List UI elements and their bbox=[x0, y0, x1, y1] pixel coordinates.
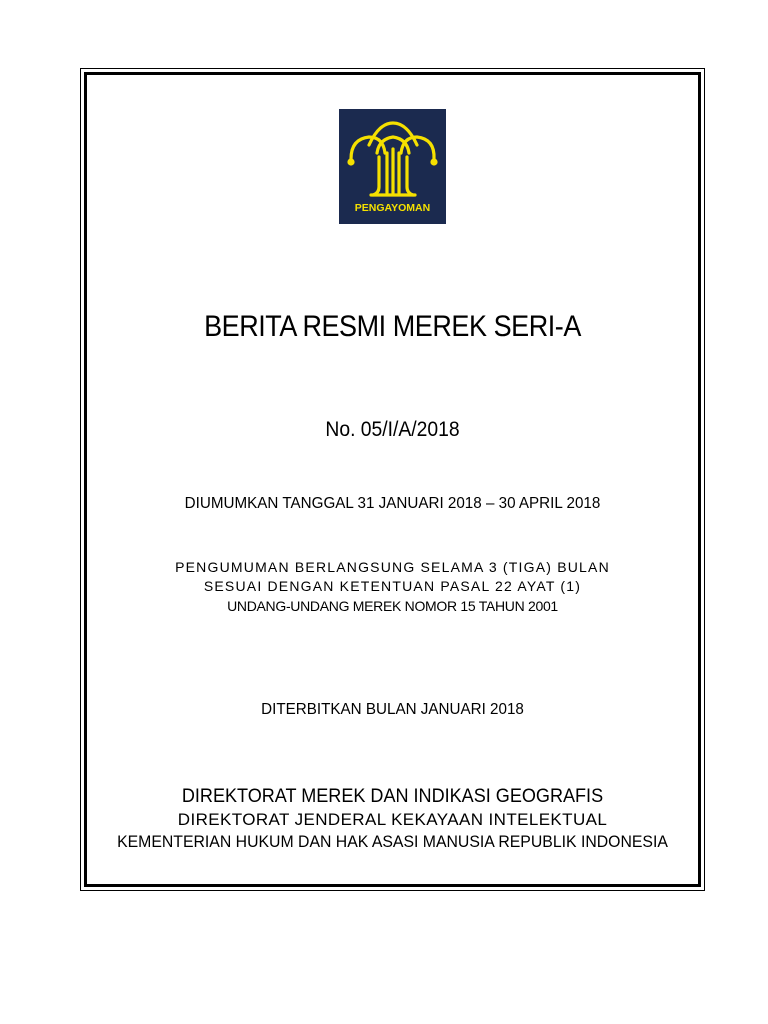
notice-provision: SESUAI DENGAN KETENTUAN PASAL 22 AYAT (1) bbox=[203, 578, 582, 594]
pengayoman-tree-emblem-icon bbox=[339, 109, 446, 224]
issuer-ministry: KEMENTERIAN HUKUM DAN HAK ASASI MANUSIA REPUBLIK INDONESIA bbox=[117, 832, 668, 851]
logo-text: PENGAYOMAN bbox=[354, 202, 431, 214]
issuer-directorate: DIREKTORAT MEREK DAN INDIKASI GEOGRAFIS bbox=[181, 786, 604, 807]
document-title: BERITA RESMI MEREK SERI-A bbox=[204, 310, 581, 343]
issuer-directorate-general: DIREKTORAT JENDERAL KEKAYAAN INTELEKTUAL bbox=[177, 810, 608, 829]
publication-month: DITERBITKAN BULAN JANUARI 2018 bbox=[261, 701, 524, 718]
notice-law: UNDANG-UNDANG MEREK NOMOR 15 TAHUN 2001 bbox=[227, 598, 558, 614]
announcement-period: DIUMUMKAN TANGGAL 31 JANUARI 2018 – 30 APRIL 2018 bbox=[184, 495, 601, 512]
pengayoman-logo bbox=[339, 109, 446, 224]
document-number: No. 05/I/A/2018 bbox=[325, 418, 460, 441]
notice-duration: PENGUMUMAN BERLANGSUNG SELAMA 3 (TIGA) BULAN bbox=[175, 559, 610, 575]
